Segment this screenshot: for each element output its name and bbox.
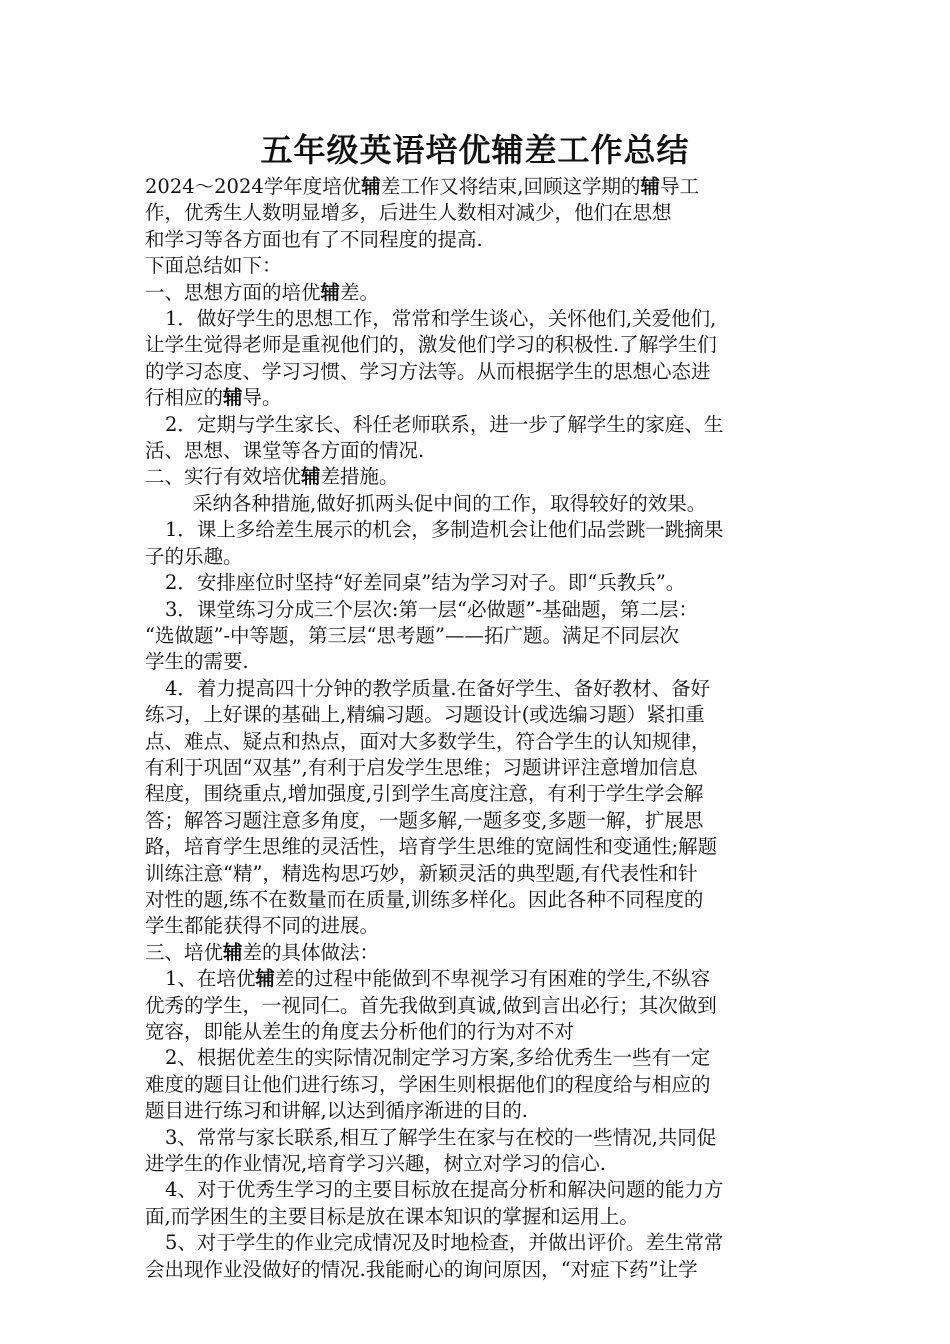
text-line: 行相应的辅导。 — [145, 386, 282, 410]
text-line: 学生的需要. — [145, 650, 249, 674]
text-line: 2024～2024学年度培优辅差工作又将结束,回顾这学期的辅导工 — [145, 175, 700, 198]
text-line: 4、对于优秀生学习的主要目标放在提高分析和解决问题的能力方 — [165, 1178, 724, 1202]
text-line: 二、实行有效培优辅差措施。 — [145, 465, 399, 489]
text-line: 会出现作业没做好的情况.我能耐心的询问原因，“对症下药”让学 — [145, 1257, 698, 1281]
text-line: 2、根据优差生的实际情况制定学习方案,多给优秀生一些有一定 — [165, 1046, 711, 1070]
text-line: 一、思想方面的培优辅差。 — [145, 280, 380, 304]
text-line: 程度，围绕重点,增加强度,引到学生高度注意，有利于学生学会解 — [145, 782, 704, 806]
text-line: 1．做好学生的思想工作，常常和学生谈心，关怀他们,关爱他们, — [165, 307, 717, 331]
text-line: 路，培育学生思维的灵活性，培育学生思维的宽阔性和变通性;解题 — [145, 835, 718, 859]
text-line: 活、思想、课堂等各方面的情况. — [145, 439, 425, 463]
text-line: 有利于巩固“双基”,有利于启发学生思维；习题讲评注意增加信息 — [145, 755, 698, 779]
text-line: 对性的题,练不在数量而在质量,训练多样化。因此各种不同程度的 — [145, 887, 704, 911]
text-line: 1．课上多给差生展示的机会，多制造机会让他们品尝跳一跳摘果 — [165, 518, 724, 542]
text-line: 2．定期与学生家长、科任老师联系，进一步了解学生的家庭、生 — [165, 412, 724, 436]
text-line: 3．课堂练习分成三个层次:第一层“必做题”-基础题，第二层： — [165, 597, 699, 621]
text-line: 2．安排座位时坚持“好差同桌”结为学习对子。即“兵教兵”。 — [165, 571, 686, 595]
text-line: 练习，上好课的基础上,精编习题。习题设计(或选编习题）紧扣重 — [145, 703, 705, 727]
text-line: 三、培优辅差的具体做法： — [145, 940, 380, 964]
text-line: 进学生的作业情况,培育学习兴趣，树立对学习的信心. — [145, 1152, 606, 1176]
document-title: 五年级英语培优辅差工作总结 — [260, 131, 690, 169]
text-line: 难度的题目让他们进行练习，学困生则根据他们的程度给与相应的 — [145, 1072, 711, 1096]
text-line: 采纳各种措施,做好抓两头促中间的工作，取得较好的效果。 — [193, 491, 707, 515]
text-line: 子的乐趣。 — [145, 544, 243, 568]
text-line: 题目进行练习和讲解,以达到循序渐进的目的. — [145, 1099, 528, 1123]
text-line: 优秀的学生，一视同仁。首先我做到真诚,做到言出必行；其次做到 — [145, 993, 717, 1017]
text-line: 和学习等各方面也有了不同程度的提高. — [145, 227, 483, 251]
text-line: “选做题”-中等题，第三层“思考题”——拓广题。满足不同层次 — [145, 623, 679, 647]
text-line: 3、常常与家长联系,相互了解学生在家与在校的一些情况,共同促 — [165, 1125, 717, 1149]
text-line: 作，优秀生人数明显增多，后进生人数相对减少，他们在思想 — [145, 201, 672, 225]
text-line: 让学生觉得老师是重视他们的，激发他们学习的积极性.了解学生们 — [145, 333, 717, 357]
text-line: 学生都能获得不同的进展。 — [145, 914, 380, 938]
document-body — [145, 174, 865, 1283]
text-line: 1、在培优辅差的过程中能做到不卑视学习有困难的学生,不纵容 — [165, 967, 711, 991]
text-line: 答；解答习题注意多角度，一题多解,一题多变,多题一解，扩展思 — [145, 808, 704, 832]
text-line: 点、难点、疑点和热点，面对大多数学生，符合学生的认知规律， — [145, 729, 711, 753]
text-line: 下面总结如下： — [145, 254, 282, 278]
text-line: 宽容，即能从差生的角度去分析他们的行为对不对 — [145, 1020, 575, 1043]
text-line: 4．着力提高四十分钟的教学质量.在备好学生、备好教材、备好 — [165, 676, 711, 700]
text-line: 的学习态度、学习习惯、学习方法等。从而根据学生的思想心态进 — [145, 359, 711, 383]
text-line: 面,而学困生的主要目标是放在课本知识的掌握和运用上。 — [145, 1204, 639, 1228]
text-line: 5、对于学生的作业完成情况及时地检查，并做出评价。差生常常 — [165, 1231, 724, 1255]
text-line: 训练注意“精”，精选构思巧妙，新颖灵活的典型题,有代表性和针 — [145, 861, 698, 885]
